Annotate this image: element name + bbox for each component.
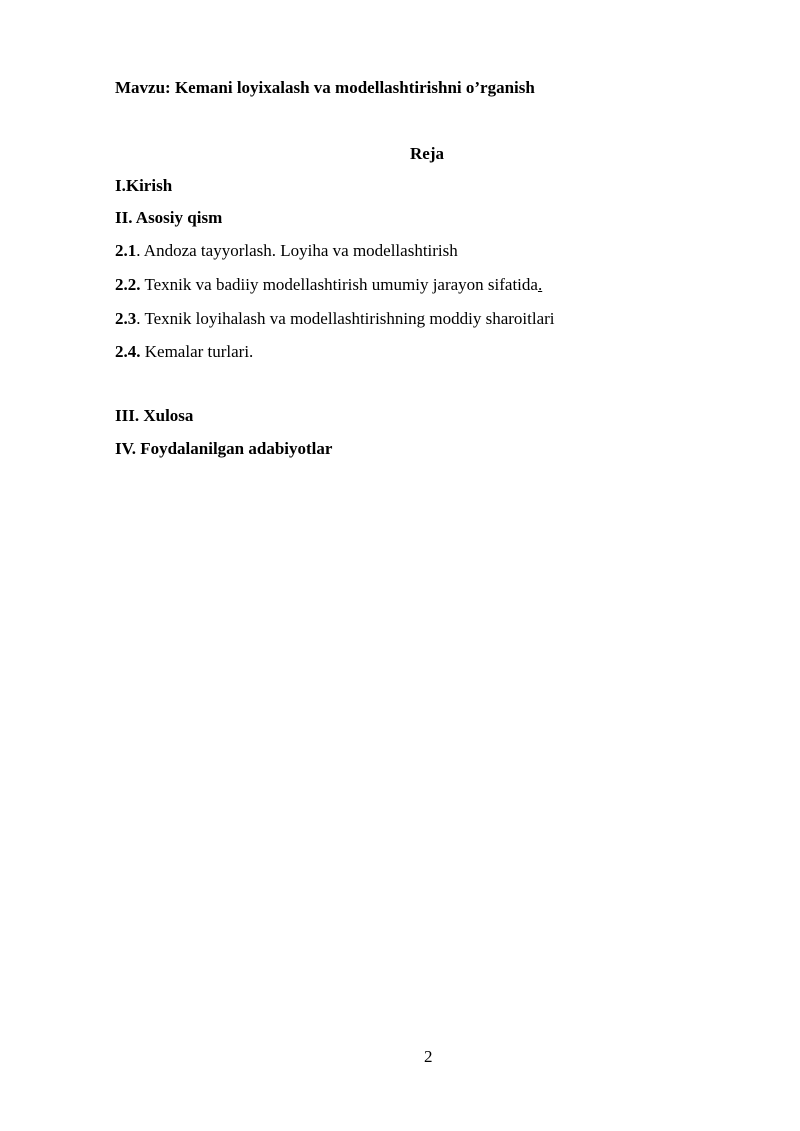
subsection-text: . Andoza tayyorlash. Loyiha va modellashtirish (136, 241, 458, 260)
subsection-text: Texnik va badiiy modellashtirish umumiy jarayon sifatida (140, 275, 538, 294)
subsection-text: . Texnik loyihalash va modellashtirishning moddiy sharoitlari (136, 309, 555, 328)
subsection-text: Kemalar turlari. (140, 342, 254, 361)
subsection-2-2 (115, 275, 542, 295)
subsection-2-1 (115, 241, 458, 261)
subsection-2-4 (115, 342, 253, 362)
topic-heading: Mavzu: Kemani loyixalash va modellashtirishni o’rganish (115, 78, 535, 97)
subsection-tail: . (537, 275, 543, 294)
plan-title: Reja (410, 144, 444, 163)
subsection-number: 2.1 (115, 241, 137, 260)
section-references: IV. Foydalanilgan adabiyotlar (115, 439, 333, 458)
section-conclusion: III. Xulosa (115, 406, 194, 425)
subsection-number: 2.2. (115, 275, 141, 294)
subsection-number: 2.3 (115, 309, 137, 328)
section-main: II. Asosiy qism (115, 208, 223, 227)
subsection-2-3 (115, 309, 555, 329)
subsection-number: 2.4. (115, 342, 141, 361)
page-number: 2 (424, 1047, 433, 1066)
section-intro: I.Kirish (115, 176, 173, 195)
